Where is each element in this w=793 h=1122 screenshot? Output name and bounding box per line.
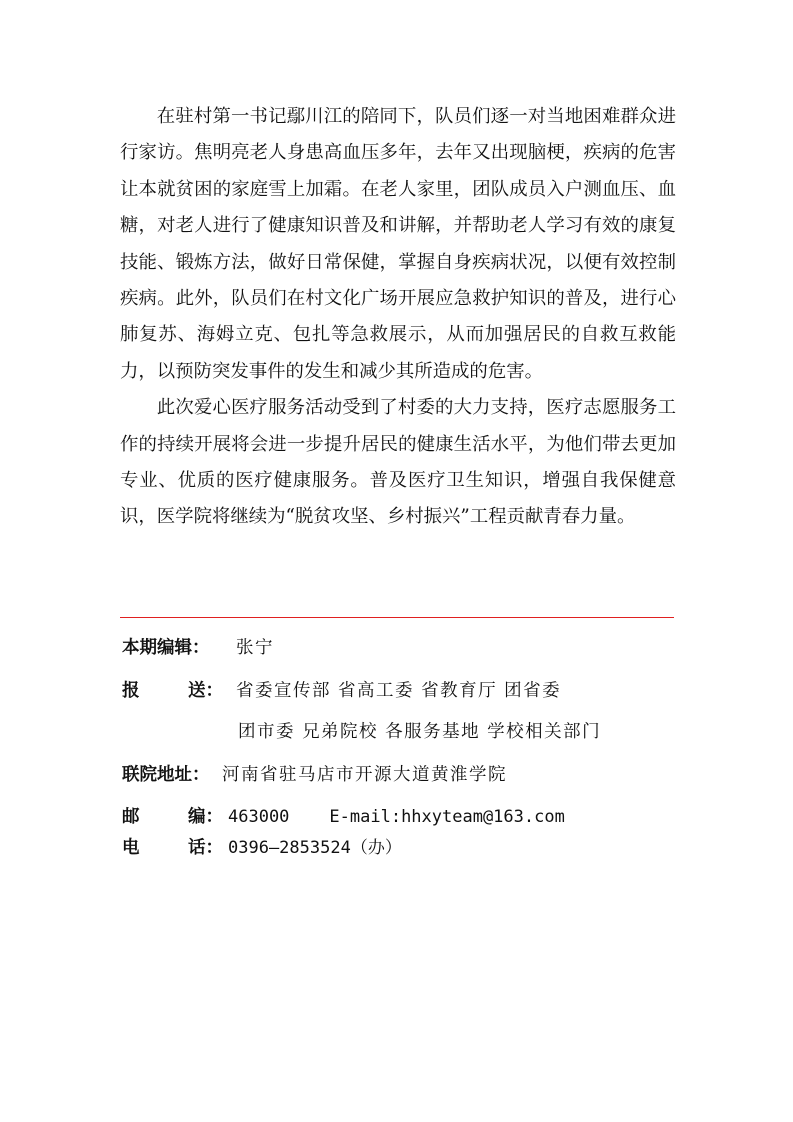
- editor-row: [122, 636, 274, 660]
- send-label: [122, 679, 224, 703]
- phone-label-suffix: 话：: [188, 838, 223, 858]
- article-body: [120, 99, 676, 536]
- red-divider-line: [120, 617, 674, 618]
- phone-label: [122, 836, 228, 860]
- send-label-char: 报: [122, 681, 140, 701]
- phone-value: 0396—2853524（办）: [228, 838, 402, 858]
- editor-value: 张宁: [236, 638, 274, 658]
- postcode-row: [122, 805, 565, 829]
- postcode-label-char: 邮: [122, 807, 140, 827]
- send-recipients-line-2: 团市委 兄弟院校 各服务基地 学校相关部门: [238, 722, 602, 742]
- article-paragraph-1: 在驻村第一书记鄢川江的陪同下，队员们逐一对当地困难群众进行家访。焦明亮老人身患高血压多年，去年又出现脑梗，疾病的危害让本就贫困的家庭雪上加霜。在老人家里，团队成员入户测血压、血糖，对老人进行了健康知识普及和讲解，并帮助老人学习有效的康复技能、锻炼方法，做好日常保健，掌握自身疾病状况，以便有效控制疾病。此外，队员们在村文化广场开展应急救护知识的普及，进行心肺复苏、海姆立克、包扎等急救展示，从而加强居民的自救互救能力，以预防突发事件的发生和减少其所造成的危害。: [120, 106, 676, 382]
- send-recipients-line-1: 省委宣传部 省高工委 省教育厅 团省委: [236, 681, 562, 701]
- phone-label-char: 电: [122, 838, 140, 858]
- address-value: 河南省驻马店市开源大道黄淮学院: [222, 765, 507, 785]
- article-paragraph-2: 此次爱心医疗服务活动受到了村委的大力支持，医疗志愿服务工作的持续开展将会进一步提升居民的健康生活水平，为他们带去更加专业、优质的医疗健康服务。普及医疗卫生知识，增强自我保健意识，医学院将继续为“脱贫攻坚、乡村振兴”工程贡献青春力量。: [120, 397, 676, 528]
- send-label-suffix: 送：: [188, 681, 223, 701]
- address-row: [122, 763, 507, 787]
- postcode-value: 463000: [228, 807, 290, 827]
- phone-row: [122, 836, 402, 860]
- postcode-label: [122, 805, 228, 829]
- email-value: E-mail:hhxyteam@163.com: [329, 807, 565, 827]
- address-label: 联院地址：: [122, 765, 210, 785]
- send-row-2: [238, 720, 601, 744]
- editor-label: 本期编辑：: [122, 638, 210, 658]
- postcode-label-suffix: 编：: [188, 807, 223, 827]
- send-row: [122, 679, 561, 703]
